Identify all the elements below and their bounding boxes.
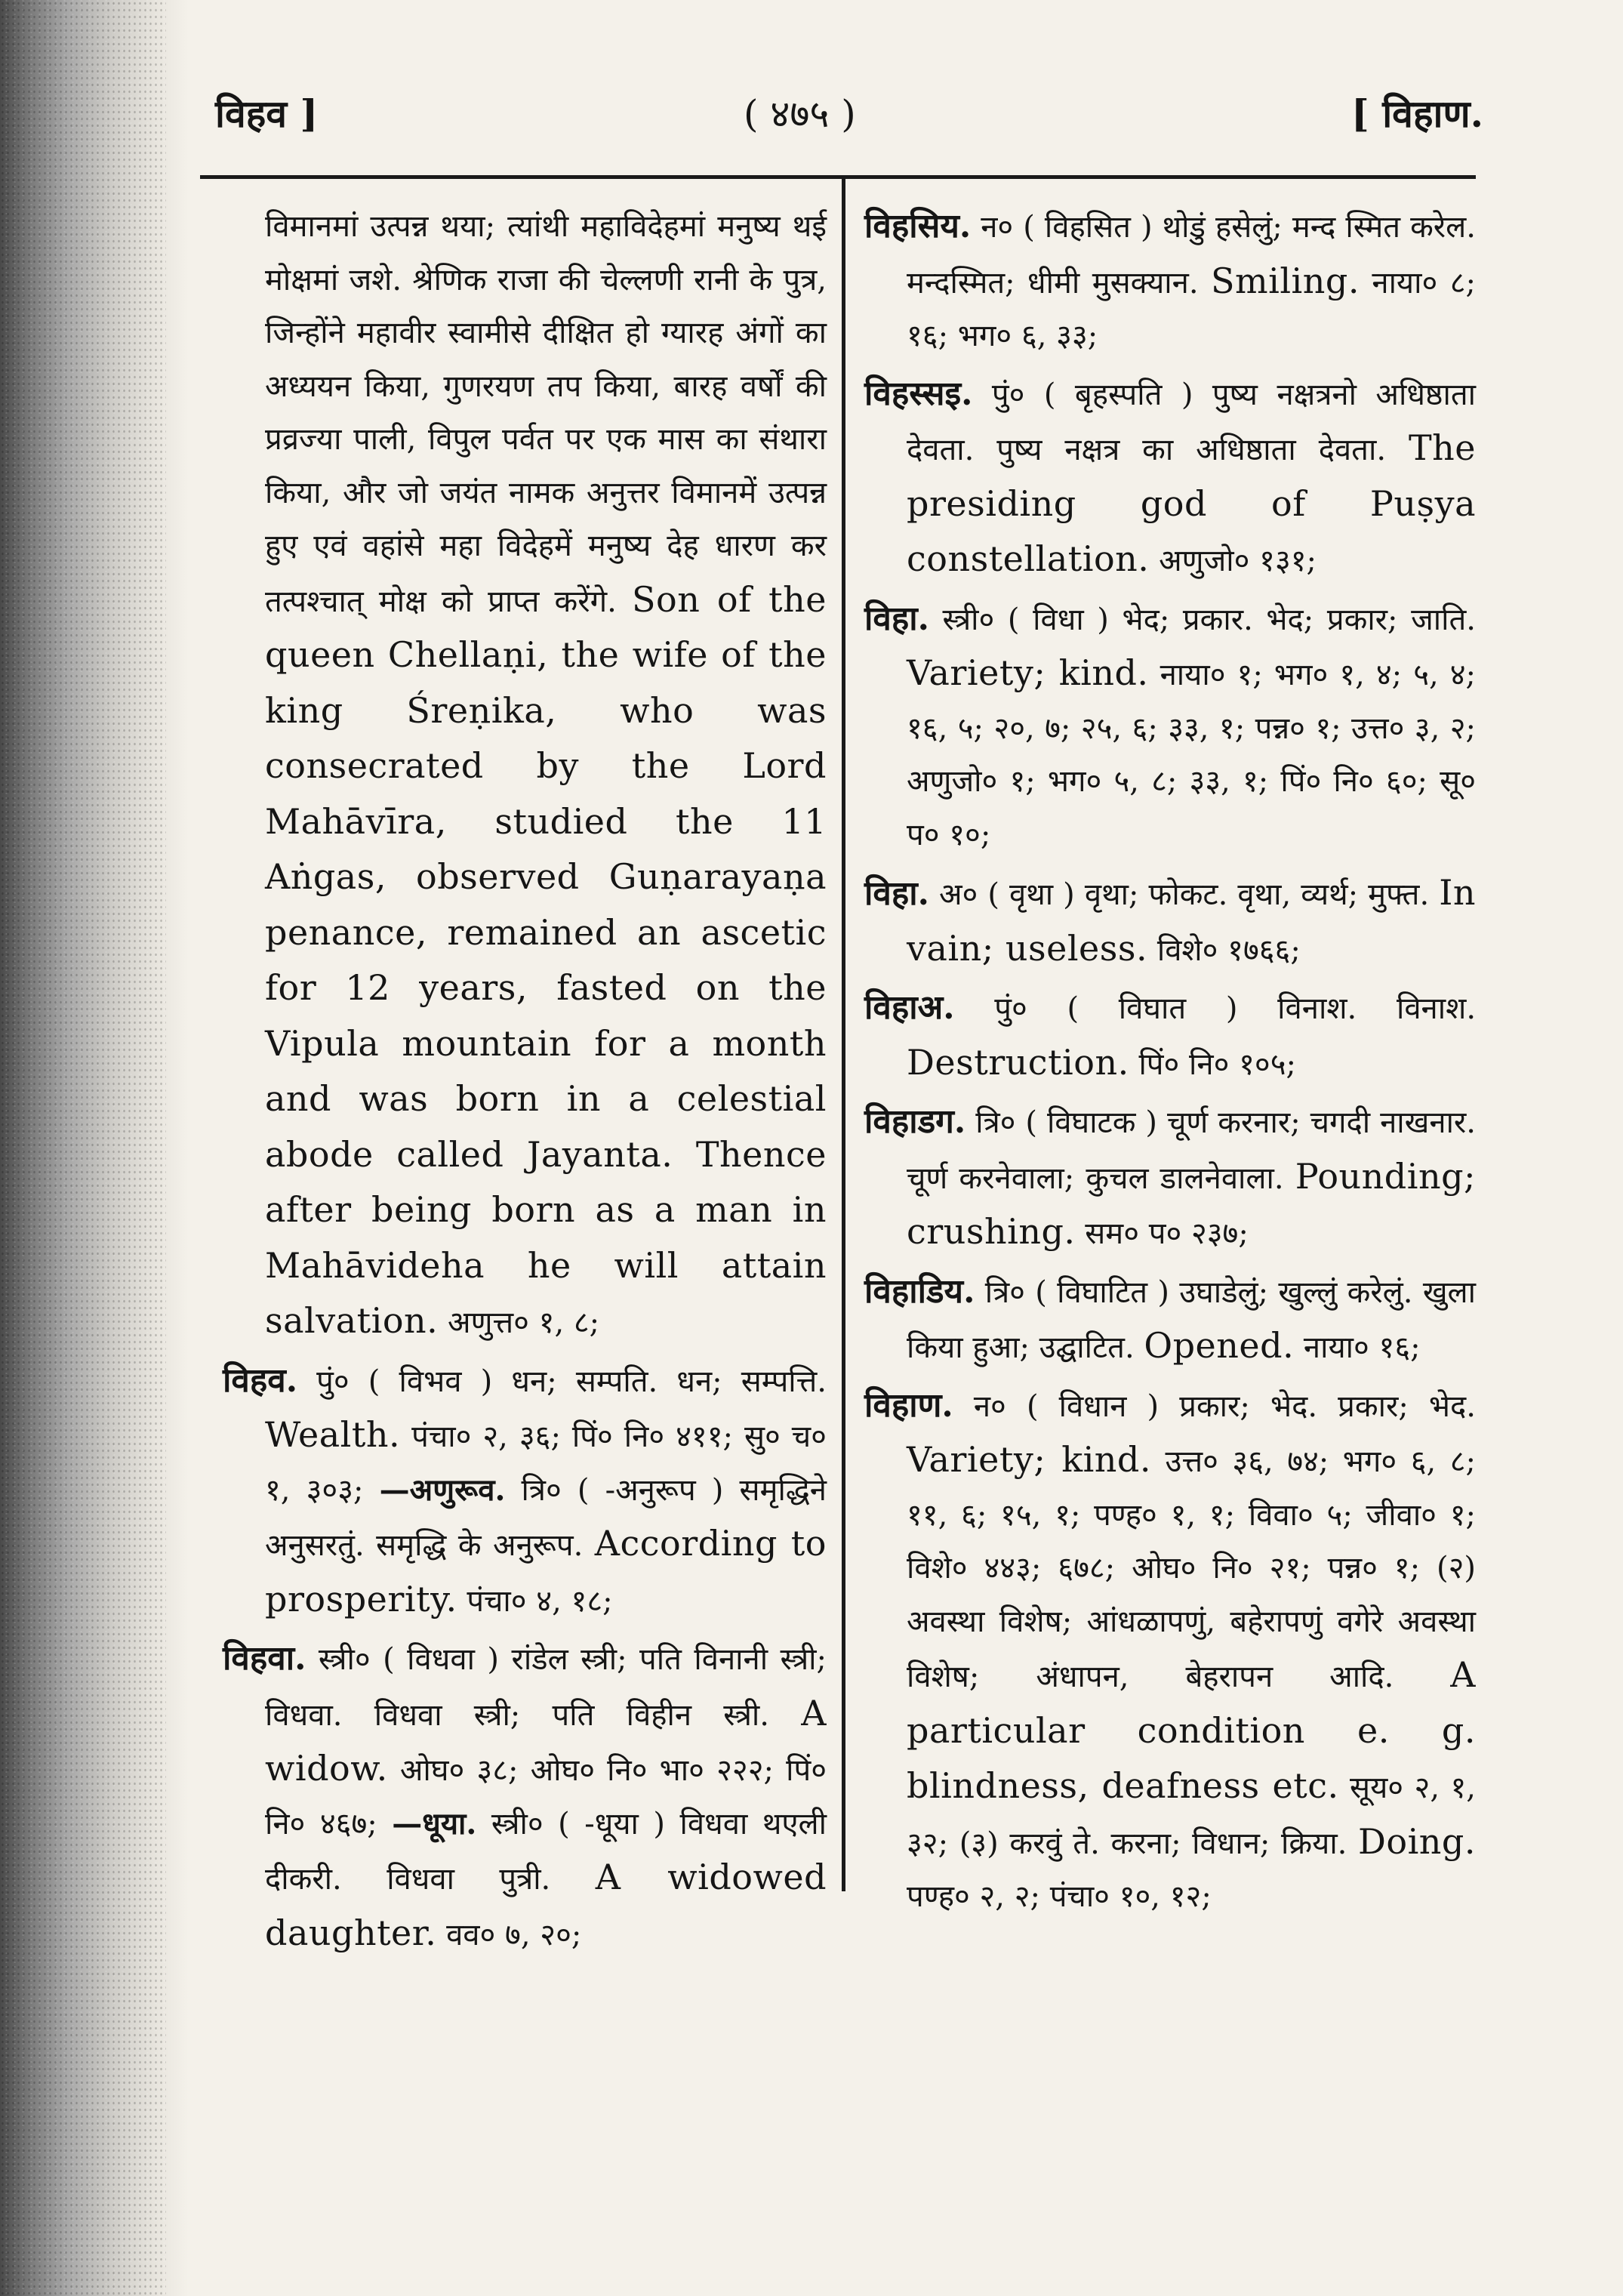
dictionary-entry [864, 1265, 1476, 1375]
continuation-english: Son of the queen Chellaṇi, the wife of the king Śreṇika, who was consecrated by the Lord Mahāvīra, studied the 11 Aṅgas, observed Guṇarayaṇa penance, remained an ascetic for 12 years, fasted on the Vipula mountain for a month and was born in a celestial abode called Jayanta. Thence after being born as a man in Mahāvideha he will attain salvation. [265, 578, 827, 1341]
dictionary-entry [864, 866, 1476, 977]
entry-grammar: स्त्री० ( विधा ) [942, 602, 1109, 637]
entry-gujarati: उघाडेलुं; खुल्लुं करेलुं. [1179, 1274, 1413, 1310]
entry-refs: नाया० १६; [1303, 1330, 1421, 1365]
entry-gujarati: धन; सम्पति. [511, 1364, 658, 1399]
entry-headword: विहाडग. [864, 1102, 966, 1141]
entry-gujarati: चूर्ण करनार; चगदी नाखनार. [1166, 1105, 1476, 1140]
entry-hindi: पुष्य नक्षत्र का अधिष्ठाता देवता. [996, 433, 1387, 467]
page-number: ( ४७५ ) [744, 92, 856, 136]
sense-hindi: करना; विधान; क्रिया. [1110, 1826, 1347, 1861]
entry-hindi: धन; सम्पत्ति. [676, 1364, 827, 1399]
entry-english: A widow. [265, 1692, 827, 1789]
entry-grammar: पुं० ( विभव ) [316, 1364, 493, 1399]
entry-english: Variety; kind. [907, 652, 1149, 693]
dictionary-page [200, 72, 1483, 2246]
dictionary-entry [223, 1632, 827, 1962]
sense-marker: (३) [959, 1826, 999, 1861]
entry-hindi: प्रकार; भेद. [1338, 1388, 1476, 1424]
sub-entry-gujarati: समृद्धिने अनुसरतुं. [265, 1472, 827, 1563]
sub-entry-gujarati: विधवा थएली दीकरी. [265, 1806, 827, 1897]
continuation-paragraph [223, 200, 827, 1350]
entry-refs: ओघ० ३८; ओघ० नि० भा० २२२; पिं० नि० ४६७; [265, 1753, 827, 1841]
entry-headword: विहस्सइ. [864, 374, 973, 413]
continuation-gujarati: विमानमां उत्पन्न थया; त्यांथी महाविदेहमां मनुष्य थई मोक्षमां जशे. [265, 209, 827, 297]
entry-hindi: चूर्ण करनेवाला; कुचल डालनेवाला. [907, 1160, 1284, 1196]
sense-gujarati: करवुं ते. [1009, 1826, 1100, 1861]
entry-hindi: मन्दस्मित; धीमी मुसक्यान. [907, 265, 1199, 300]
entry-grammar: पुं० ( बृहस्पति ) [991, 377, 1193, 412]
entry-headword: विहा. [864, 599, 929, 638]
sub-entry-grammar: स्त्री० ( -धूया ) [491, 1806, 666, 1841]
running-head-right: [ विहाण. [1351, 91, 1483, 136]
entry-headword: विहसिय. [864, 207, 972, 245]
right-column [864, 200, 1476, 1928]
entry-english: Pounding; crushing. [907, 1155, 1477, 1252]
running-head-left: विहव ] [215, 91, 319, 136]
running-head [200, 87, 1483, 147]
sense-refs: सूय० २, १, ३२; [907, 1771, 1476, 1861]
entry-refs: सम० प० २३७; [1085, 1216, 1249, 1251]
entry-refs: पंचा० २, ३६; पिं० नि० ४११; सु० च० १, ३०३; [265, 1419, 827, 1508]
entry-english: Destruction. [907, 1041, 1129, 1083]
entry-grammar: स्त्री० ( विधवा ) [318, 1642, 499, 1677]
entry-english: Smiling. [1210, 260, 1360, 301]
entry-refs: नाया० १; भग० १, ४; ५, ४; १६, ५; २०, ७; २५, ६; ३३, १; पन्न० १; उत्त० ३, २; अणुजो० १; भग० ५, ८; ३३, १; पिं० नि० ६०; सू० प० १०; [907, 658, 1477, 852]
entry-gujarati: रांडेल स्त्री; पति विनानी स्त्री; विधवा. [265, 1642, 827, 1733]
entry-hindi: विधवा स्त्री; पति विहीन स्त्री. [374, 1697, 770, 1733]
sub-entry-refs: पंचा० ४, १८; [467, 1583, 613, 1619]
column-divider [842, 177, 845, 1891]
entry-gujarati: पुष्य नक्षत्रनो अधिष्ठाता देवता. [907, 377, 1476, 467]
dictionary-entry [864, 1379, 1476, 1924]
sense-marker: (२) [1436, 1551, 1476, 1586]
entry-english: Wealth. [265, 1414, 401, 1455]
entry-grammar: न० ( विहसित ) [981, 210, 1153, 245]
entry-gujarati: विनाश. [1277, 991, 1357, 1026]
sense-gujarati: अवस्था विशेष; आंधळापणुं, बहेरापणुं वगेरे [907, 1604, 1384, 1639]
entry-gujarati: थोडुं हसेलुं; मन्द स्मित करेल. [1162, 210, 1476, 245]
entry-headword: विहव. [223, 1361, 298, 1400]
entry-hindi: खुला किया हुआ; उद्घाटित. [907, 1274, 1477, 1365]
dictionary-entry [864, 982, 1476, 1091]
dictionary-entry [864, 200, 1476, 363]
sense-english: A particular condition e. g. blindness, deafness etc. [907, 1654, 1476, 1806]
entry-english: In vain; useless. [907, 872, 1476, 969]
entry-refs: विशे० १७६६; [1156, 932, 1301, 968]
left-column [223, 200, 827, 1966]
sub-entry-grammar: त्रि० ( -अनुरूप ) [521, 1472, 724, 1508]
dictionary-entry [864, 368, 1476, 588]
entry-grammar: अ० ( वृथा ) [938, 877, 1075, 912]
entry-gujarati: प्रकार; भेद. [1179, 1388, 1318, 1424]
sense-refs: पण्ह० २, २; पंचा० १०, १२; [907, 1879, 1212, 1914]
entry-grammar: पुं० ( विघात ) [994, 991, 1238, 1026]
sub-entry-english: A widowed daughter. [265, 1857, 827, 1953]
entry-hindi: वृथा, व्यर्थ; मुफ्त. [1237, 877, 1430, 912]
sub-entry-hindi: समृद्धि के अनुरूप. [376, 1528, 584, 1563]
entry-hindi: विनाश. [1396, 991, 1477, 1026]
entry-gujarati: भेद; प्रकार. [1122, 602, 1253, 637]
entry-headword: विहा. [864, 874, 929, 913]
dictionary-entry [864, 593, 1476, 862]
header-rule [200, 175, 1476, 179]
entry-grammar: न० ( विधान ) [973, 1388, 1160, 1424]
entry-english: The presiding god of Puṣya constellation. [907, 427, 1476, 579]
continuation-refs: अणुत्त० १, ८; [448, 1305, 600, 1340]
entry-headword: विहवा. [223, 1639, 306, 1678]
entry-headword: विहाण. [864, 1385, 953, 1425]
sub-entry-refs: वव० ७, २०; [446, 1917, 582, 1952]
entry-english: Opened. [1144, 1325, 1295, 1366]
sub-entry-headword: —धूया. [392, 1805, 477, 1841]
entry-headword: विहाडिय. [864, 1271, 975, 1311]
sub-entry-headword: —अणुरूव. [379, 1472, 506, 1508]
entry-refs: पिं० नि० १०५; [1138, 1046, 1296, 1082]
entry-headword: विहाअ. [864, 988, 955, 1027]
sense-english: Doing. [1358, 1820, 1476, 1862]
sub-entry-hindi: विधवा पुत्री. [387, 1862, 551, 1897]
continuation-hindi: श्रेणिक राजा की चेल्लणी रानी के पुत्र, जिन्होंने महावीर स्वामीसे दीक्षित हो ग्यारह अंगों का अध्ययन किया, गुणरयण तप किया, बारह वर्षों की प्रव्रज्या पाली, विपुल पर्वत पर एक मास का संथारा किया, और जो जयंत नामक अनुत्तर विमानमें उत्पन्न हुए एवं वहांसे महा विदेहमें मनुष्य देह धारण कर तत्पश्चात् मोक्ष को प्राप्त करेंगे. [265, 262, 827, 619]
entry-refs: उत्त० ३६, ७४; भग० ६, ८; ११, ६; १५, १; पण्ह० १, १; विवा० ५; जीवा० १; विशे० ४४३; ६७८; ओघ० नि० २१; पन्न० १; [907, 1444, 1477, 1586]
entry-english: Variety; kind. [907, 1439, 1152, 1480]
sub-entry-english: According to prosperity. [265, 1523, 827, 1620]
entry-refs: अणुजो० १३१; [1159, 544, 1317, 578]
sense-hindi: अवस्था विशेष; अंधापन, बेहरापन आदि. [907, 1604, 1476, 1694]
entry-refs: नाया० ८; १६; भग० ६, ३३; [907, 265, 1476, 353]
dictionary-entry [864, 1096, 1476, 1261]
dictionary-entry [223, 1354, 827, 1629]
entry-gujarati: वृथा; फोकट. [1084, 877, 1228, 912]
entry-grammar: त्रि० ( विघाटक ) [975, 1105, 1157, 1140]
entry-grammar: त्रि० ( विघाटित ) [984, 1274, 1169, 1310]
binding-speckle [0, 0, 166, 2296]
entry-hindi: भेद; प्रकार; जाति. [1266, 602, 1477, 637]
